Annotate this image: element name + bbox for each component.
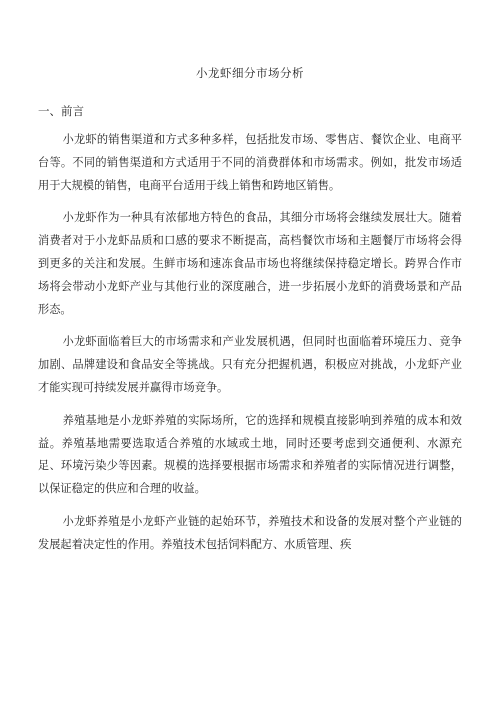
paragraph: 小龙虾养殖是小龙虾产业链的起始环节，养殖技术和设备的发展对整个产业链的发展起着决定性的作用。养殖技术包括饲料配方、水质管理、疾 <box>38 514 462 551</box>
paragraph: 小龙虾面临着巨大的市场需求和产业发展机遇，但同时也面临着环境压力、竞争加剧、品牌建设和食品安全等挑战。只有充分把握机遇，积极应对挑战，小龙虾产业才能实现可持续发展并赢得市场竞争。 <box>38 335 462 394</box>
paragraph: 小龙虾的销售渠道和方式多种多样，包括批发市场、零售店、餐饮企业、电商平台等。不同的销售渠道和方式适用于不同的消费群体和市场需求。例如，批发市场适用于大规模的销售，电商平台适用于线上销售和跨地区销售。 <box>38 133 462 192</box>
paragraph: 小龙虾作为一种具有浓郁地方特色的食品，其细分市场将会继续发展壮大。随着消费者对于小龙虾品质和口感的要求不断提高，高档餐饮市场和主题餐厅市场将会得到更多的关注和发展。生鲜市场和速冻食品市场也将继续保持稳定增长。跨界合作市场将会带动小龙虾产业与其他行业的深度融合，进一步拓展小龙虾的消费场景和产品形态。 <box>38 211 462 316</box>
document-title: 小龙虾细分市场分析 <box>196 66 304 80</box>
paragraph: 养殖基地是小龙虾养殖的实际场所，它的选择和规模直接影响到养殖的成本和效益。养殖基地需要选取适合养殖的水域或土地，同时还要考虑到交通便利、水源充足、环境污染少等因素。规模的选择要根据市场需求和养殖者的实际情况进行调整，以保证稳定的供应和合理的收益。 <box>38 413 462 496</box>
section-heading: 一、前言 <box>38 104 84 118</box>
